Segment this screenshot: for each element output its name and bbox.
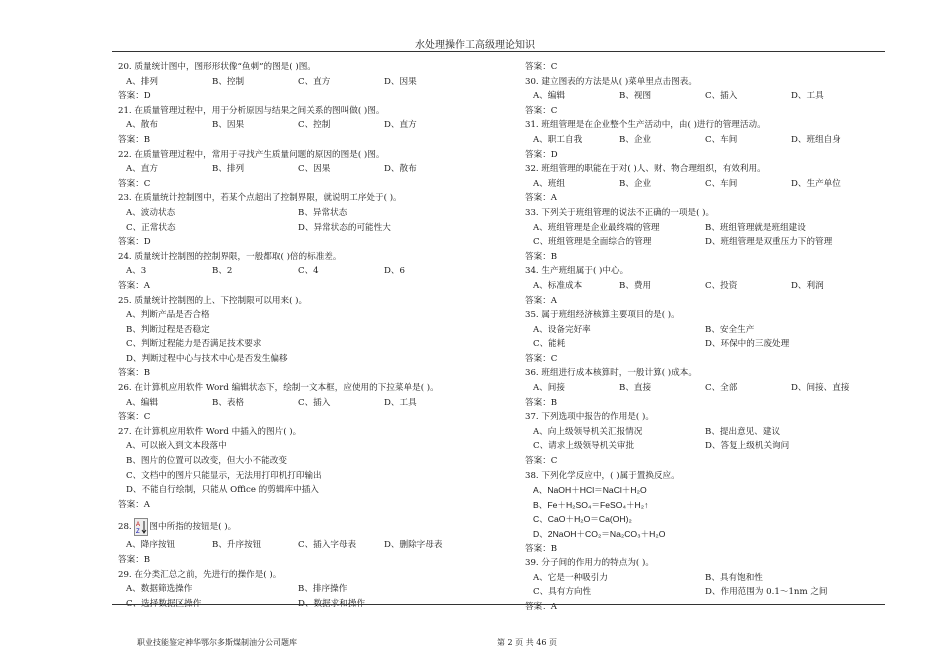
option-c: C、因果 [298, 164, 331, 175]
option-c: C、插入字母表 [298, 540, 357, 551]
option-d: D、散布 [384, 164, 417, 175]
option-a: A、波动状态 [126, 207, 176, 218]
answer: 答案：C [525, 353, 558, 364]
option-b: B、提出意见、建议 [705, 426, 781, 437]
option-d: D、直方 [384, 120, 417, 131]
answer: 答案：C [118, 412, 151, 423]
option-a: A、编辑 [533, 91, 565, 102]
option-b: B、安全生产 [705, 324, 755, 335]
question-stem: 23. 在质量统计控制图中，若某个点超出了控制界限，就说明工序处于( )。 [118, 193, 402, 204]
option-a: A、判断产品是否合格 [126, 310, 210, 321]
question-stem: 21. 在质量管理过程中，用于分析原因与结果之间关系的图叫做( )图。 [118, 105, 385, 116]
svg-text:Z: Z [136, 528, 141, 535]
option-a: A、班组管理是企业最终端的管理 [533, 222, 660, 233]
option-d: D、班组自身 [791, 134, 841, 145]
option-a: A、间接 [533, 383, 565, 394]
option-b: B、视图 [619, 91, 652, 102]
option-c: C、直方 [298, 76, 331, 87]
option-d: D、生产单位 [791, 178, 841, 189]
answer: 答案：B [525, 543, 558, 554]
option-a: A、散布 [126, 120, 158, 131]
question-26 [118, 381, 468, 425]
answer: 答案：B [118, 555, 151, 565]
question-stem: 25. 质量统计控制图的上、下控制限可以用来( )。 [118, 295, 308, 306]
option-b: B、排列 [212, 164, 245, 175]
option-c: C、判断过程能力是否满足技术要求 [126, 339, 262, 350]
answer: 答案：A [525, 193, 557, 204]
question-stem: 26. 在计算机应用软件 Word 编辑状态下，绘制一文本框，应使用的下拉菜单是( )。 [118, 383, 439, 394]
option-b: B、企业 [619, 178, 652, 189]
option-b: B、排序操作 [298, 584, 348, 595]
option-a: A、数据筛选操作 [126, 584, 193, 595]
question-35 [525, 308, 875, 366]
question-27 [118, 425, 468, 513]
option-b: B、异常状态 [298, 207, 348, 218]
question-stem: 29. 在分类汇总之前，先进行的操作是( )。 [118, 569, 282, 580]
option-d: D、6 [384, 266, 405, 277]
option-d: D、数据求和操作 [298, 598, 366, 609]
question-stem: 37. 下列选项中报告的作用是( )。 [525, 412, 654, 423]
answer: 答案：D [118, 91, 151, 102]
question-25 [118, 294, 468, 382]
option-d: D、工具 [791, 91, 824, 102]
option-b: B、具有饱和性 [705, 572, 763, 583]
answer: 答案：A [118, 280, 150, 291]
option-c: C、车间 [705, 178, 738, 189]
option-c: C、具有方向性 [533, 587, 592, 598]
option-b: B、因果 [212, 120, 245, 131]
option-a: A、3 [126, 266, 147, 277]
answer: 答案：A [525, 601, 557, 612]
question-33 [525, 206, 875, 264]
answer: 答案：B [118, 134, 151, 145]
footer-source: 职业技能鉴定神华鄂尔多斯煤制油分公司题库 [137, 638, 297, 647]
option-b: B、直接 [619, 383, 652, 394]
option-c: C、插入 [705, 91, 738, 102]
option-c: C、全部 [705, 383, 738, 394]
option-c: C、CaO＋H₂O＝Ca(OH)₂ [533, 514, 632, 525]
footer-page-number: 第 2 页 共 46 页 [497, 638, 557, 647]
option-a: A、职工自我 [533, 134, 583, 145]
option-b: B、图片的位置可以改变，但大小不能改变 [126, 456, 288, 467]
option-d: D、作用范围为 0.1～1nm 之间 [705, 587, 828, 598]
option-c: C、能耗 [533, 339, 566, 350]
option-a: A、降序按钮 [126, 540, 176, 551]
option-d: D、班组管理是双重压力下的管理 [705, 237, 833, 248]
option-a: A、设备完好率 [533, 324, 591, 335]
question-stem: 24. 质量统计控制图的控制界限，一般都取( )倍的标准差。 [118, 251, 342, 262]
question-28 [118, 516, 468, 567]
option-b: B、表格 [212, 397, 245, 408]
answer: 答案：D [525, 149, 558, 160]
page-header-title: 水处理操作工高级理论知识 [415, 40, 535, 51]
answer: 答案：A [525, 295, 557, 306]
question-stem: 38. 下列化学反应中，( )属于置换反应。 [525, 470, 680, 481]
question-38 [525, 469, 875, 557]
option-c: C、班组管理是全面综合的管理 [533, 237, 652, 248]
question-stem: 36. 班组进行成本核算时，一般计算( )成本。 [525, 368, 697, 379]
option-a: A、排列 [126, 76, 158, 87]
option-a: A、班组 [533, 178, 565, 189]
question-34 [525, 264, 875, 308]
answer: 答案：B [118, 368, 151, 379]
answer: 答案：D [118, 237, 151, 248]
question-stem: 35. 属于班组经济核算主要项目的是( )。 [525, 310, 680, 321]
option-c: C、插入 [298, 397, 331, 408]
option-a: A、直方 [126, 164, 158, 175]
right-column [525, 60, 875, 615]
option-d: D、间接、直接 [791, 383, 850, 394]
option-a: A、NaOH＋HCl＝NaCl＋H₂O [533, 485, 647, 496]
option-c: C、车间 [705, 134, 738, 145]
option-b: B、班组管理就是班组建设 [705, 222, 806, 233]
option-d: D、异常状态的可能性大 [298, 222, 391, 233]
question-30 [525, 75, 875, 119]
option-a: A、可以嵌入到文本段落中 [126, 441, 227, 452]
option-a: A、它是一种吸引力 [533, 572, 608, 583]
question-stem: 34. 生产班组属于( )中心。 [525, 266, 629, 277]
option-a: A、标准成本 [533, 280, 583, 291]
option-b: B、判断过程是否稳定 [126, 324, 210, 335]
option-c: C、4 [298, 266, 319, 277]
option-c: C、控制 [298, 120, 331, 131]
svg-text:A: A [136, 521, 141, 528]
question-32 [525, 162, 875, 206]
option-b: B、企业 [619, 134, 652, 145]
question-31 [525, 118, 875, 162]
option-b: B、控制 [212, 76, 245, 87]
question-stem: 33. 下列关于班组管理的说法不正确的一项是( )。 [525, 207, 715, 218]
option-c: C、请求上级领导机关审批 [533, 441, 635, 452]
option-d: D、不能自行绘制，只能从 Office 的剪辑库中插入 [126, 485, 319, 496]
question-stem: 28. A Z 图中所指的按钮是( )。 [118, 516, 468, 538]
option-b: B、费用 [619, 280, 652, 291]
option-d: D、利润 [791, 280, 824, 291]
question-stem: 22. 在质量管理过程中，常用于寻找产生质量问题的原因的图是( )图。 [118, 149, 385, 160]
option-c: C、投资 [705, 280, 738, 291]
option-d: D、2NaOH＋CO₂＝Na₂CO₃＋H₂O [533, 529, 666, 539]
question-24 [118, 250, 468, 294]
answer: 答案：C [525, 456, 558, 467]
option-b: B、2 [212, 266, 233, 277]
question-20 [118, 60, 468, 104]
question-39 [525, 556, 875, 614]
question-21 [118, 104, 468, 148]
answer: 答案：C [525, 105, 558, 116]
option-a: A、向上级领导机关汇报情况 [533, 426, 643, 437]
option-d: D、因果 [384, 76, 417, 87]
question-stem: 31. 班组管理是在企业整个生产活动中，由( )进行的管理活动。 [525, 120, 766, 131]
question-36 [525, 366, 875, 410]
question-stem: 30. 建立图表的方法是从( )菜单里点击图表。 [525, 76, 697, 87]
option-b: B、Fe＋H₂SO₄＝FeSO₄＋H₂↑ [533, 499, 649, 510]
option-d: D、工具 [384, 397, 417, 408]
question-37 [525, 410, 875, 468]
question-23 [118, 191, 468, 249]
option-b: B、升序按钮 [212, 540, 262, 551]
header-rule [112, 51, 885, 52]
option-c: C、文档中的图片只能显示，无法用打印机打印输出 [126, 470, 322, 481]
sort-ascending-icon [134, 518, 148, 536]
left-column [118, 60, 468, 611]
answer: 答案：C [525, 62, 558, 72]
answer: 答案：A [118, 499, 150, 510]
question-stem: 27. 在计算机应用软件 Word 中插入的图片( )。 [118, 426, 302, 437]
option-c: C、选择数据区操作 [126, 598, 202, 609]
option-d: D、删除字母表 [384, 540, 443, 551]
option-a: A、编辑 [126, 397, 158, 408]
question-22 [118, 148, 468, 192]
option-d: D、判断过程中心与技术中心是否发生偏移 [126, 353, 288, 364]
option-c: C、正常状态 [126, 222, 176, 233]
footer-rule [112, 604, 885, 605]
answer: 答案：C [118, 178, 151, 189]
answer: 答案：B [525, 251, 558, 262]
answer: 答案：B [525, 397, 558, 408]
question-stem: 32. 班组管理的职能在于对( )人、财、物合理组织，有效利用。 [525, 164, 766, 175]
option-d: D、答复上级机关询问 [705, 441, 790, 452]
option-d: D、环保中的三废处理 [705, 339, 790, 350]
question-stem: 20. 质量统计图中，图形形状像“鱼刺”的图是( )图。 [118, 62, 316, 72]
question-stem: 39. 分子间的作用力的特点为( )。 [525, 558, 654, 569]
